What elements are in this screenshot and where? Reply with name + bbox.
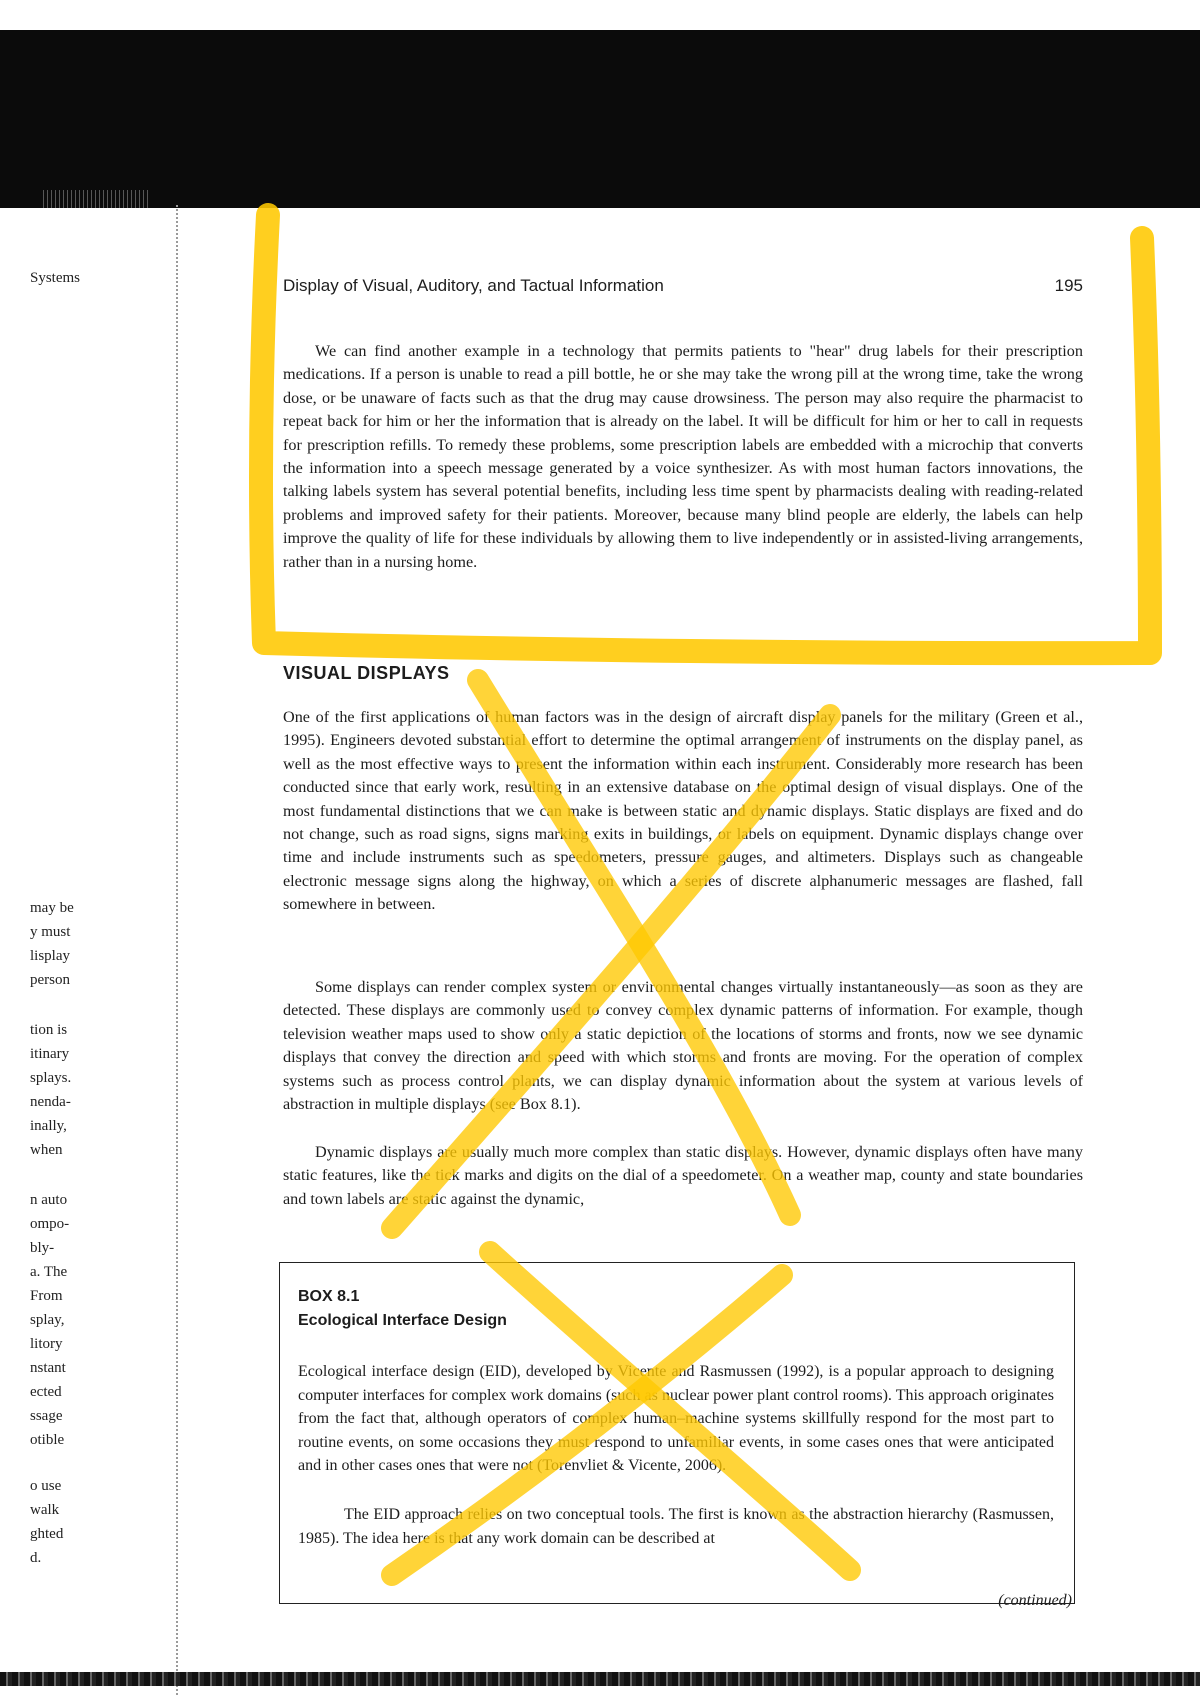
margin-fragment: itinary bbox=[30, 1046, 70, 1062]
continued-label: (continued) bbox=[998, 1592, 1072, 1609]
left-page-fragments-4 bbox=[30, 1474, 110, 1570]
box-label: BOX 8.1 bbox=[298, 1288, 360, 1305]
margin-fragment: may be bbox=[30, 900, 74, 916]
margin-fragment: litory bbox=[30, 1336, 63, 1352]
left-page-margin-top bbox=[30, 266, 110, 290]
visual-paragraph-3: Dynamic displays are usually much more complex than static displays. However, dynamic displays often have many static features, like the tick marks and digits on the dial of a speedometer. On a weather map, county and state boundaries and town labels are static against the dynamic, bbox=[283, 1143, 1083, 1208]
margin-fragment: splay, bbox=[30, 1312, 65, 1328]
intro-paragraph: We can find another example in a technology that permits patients to "hear" drug labels for their prescription medications. If a person is unable to read a pill bottle, he or she may take the wrong pill at the wrong time, take the wrong dose, or be unaware of facts such as that the drug may cause drowsiness. The person may also require the pharmacist to repeat back for him or her the information that is already on the label. It will be difficult for him or her to call in requests for prescription refills. To remedy these problems, some prescription labels are embedded with a microchip that converts the information into a speech message generated by a voice synthesizer. As with most human factors innovations, the talking labels system has several potential benefits, including less time spent by pharmacists dealing with reading-related problems and improved safety for their patients. Moreover, because many blind people are elderly, the labels can help improve the quality of life for these individuals by allowing them to live independently or in assisted-living arrangements, rather than in a nursing home. bbox=[283, 342, 1083, 571]
box-heading bbox=[298, 1285, 507, 1333]
margin-fragment: a. The bbox=[30, 1264, 68, 1280]
running-head-title: Display of Visual, Auditory, and Tactual Information bbox=[283, 276, 664, 295]
binding-gutter bbox=[176, 205, 178, 1695]
margin-fragment: ompo- bbox=[30, 1216, 70, 1232]
margin-fragment: splays. bbox=[30, 1070, 72, 1086]
section-heading: VISUAL DISPLAYS bbox=[283, 663, 450, 683]
scan-black-bar bbox=[0, 30, 1200, 208]
margin-fragment: nstant bbox=[30, 1360, 66, 1376]
margin-fragment: ected bbox=[30, 1384, 62, 1400]
left-page-fragments-2 bbox=[30, 1018, 110, 1162]
margin-fragment: walk bbox=[30, 1502, 60, 1518]
margin-fragment: d. bbox=[30, 1550, 42, 1566]
margin-fragment: tion is bbox=[30, 1022, 68, 1038]
margin-fragment: when bbox=[30, 1142, 63, 1158]
visual-paragraph-1: One of the first applications of human factors was in the design of aircraft display panels for the military (Green et al., 1995). Engineers devoted substantial effort to determine the optimal arrangement of instruments on the display panel, as well as the most effective ways to present the information within each instrument. Considerably more research has been conducted since that early work, resulting in an extensive database on the optimal design of visual displays. One of the most fundamental distinctions that we can make is between static and dynamic displays. Static displays are fixed and do not change, such as road signs, signs marking exits in buildings, or labels on equipment. Dynamic displays change over time and include instruments such as speedometers, pressure gauges, and altimeters. Displays such as changeable electronic message signs along the highway, on which a series of discrete alphanumeric messages are flashed, fall somewhere in between. bbox=[283, 708, 1083, 914]
margin-fragment: inally, bbox=[30, 1118, 67, 1134]
margin-fragment: person bbox=[30, 972, 70, 988]
margin-fragment: lisplay bbox=[30, 948, 70, 964]
margin-fragment: o use bbox=[30, 1478, 62, 1494]
margin-fragment: bly- bbox=[30, 1240, 55, 1256]
margin-fragment: y must bbox=[30, 924, 71, 940]
scan-bottom-strip bbox=[0, 1672, 1200, 1686]
margin-fragment: From bbox=[30, 1288, 63, 1304]
margin-fragment: nenda- bbox=[30, 1094, 71, 1110]
left-page-fragments-3 bbox=[30, 1188, 110, 1452]
visual-paragraph-2: Some displays can render complex system or environmental changes virtually instantaneously—as soon as they are detected. These displays are commonly used to convey complex dynamic patterns of information. For example, though television weather maps used to show only a static depiction of the locations of storms and fronts, now we see dynamic displays that convey the direction and speed with which storms and fronts are moving. For the operation of complex systems such as process control plants, we can display dynamic information about the system at various levels of abstraction in multiple displays (see Box 8.1). bbox=[283, 978, 1083, 1114]
box-title: Ecological Interface Design bbox=[298, 1312, 507, 1329]
running-head bbox=[283, 276, 1083, 304]
margin-fragment: Systems bbox=[30, 270, 81, 286]
margin-fragment: otible bbox=[30, 1432, 65, 1448]
page-number: 195 bbox=[1054, 276, 1083, 295]
box-paragraph-2: The EID approach relies on two conceptual tools. The first is known as the abstraction hierarchy (Rasmussen, 1985). The idea here is that any work domain can be described at bbox=[298, 1506, 1054, 1547]
left-page-fragments-1 bbox=[30, 896, 110, 992]
margin-fragment: n auto bbox=[30, 1192, 68, 1208]
margin-fragment: ssage bbox=[30, 1408, 63, 1424]
margin-fragment: ghted bbox=[30, 1526, 64, 1542]
scan-noise bbox=[40, 190, 150, 208]
box-paragraph-1: Ecological interface design (EID), developed by Vicente and Rasmussen (1992), is a popular approach to designing computer interfaces for complex work domains (such as nuclear power plant control rooms). This approach originates from the fact that, although operators of complex human–machine systems skillfully respond for the most part to routine events, on some occasions they must respond to unfamiliar events, in some cases ones that were anticipated and in other cases ones that were not (Torenvliet & Vicente, 2006). bbox=[298, 1363, 1054, 1475]
